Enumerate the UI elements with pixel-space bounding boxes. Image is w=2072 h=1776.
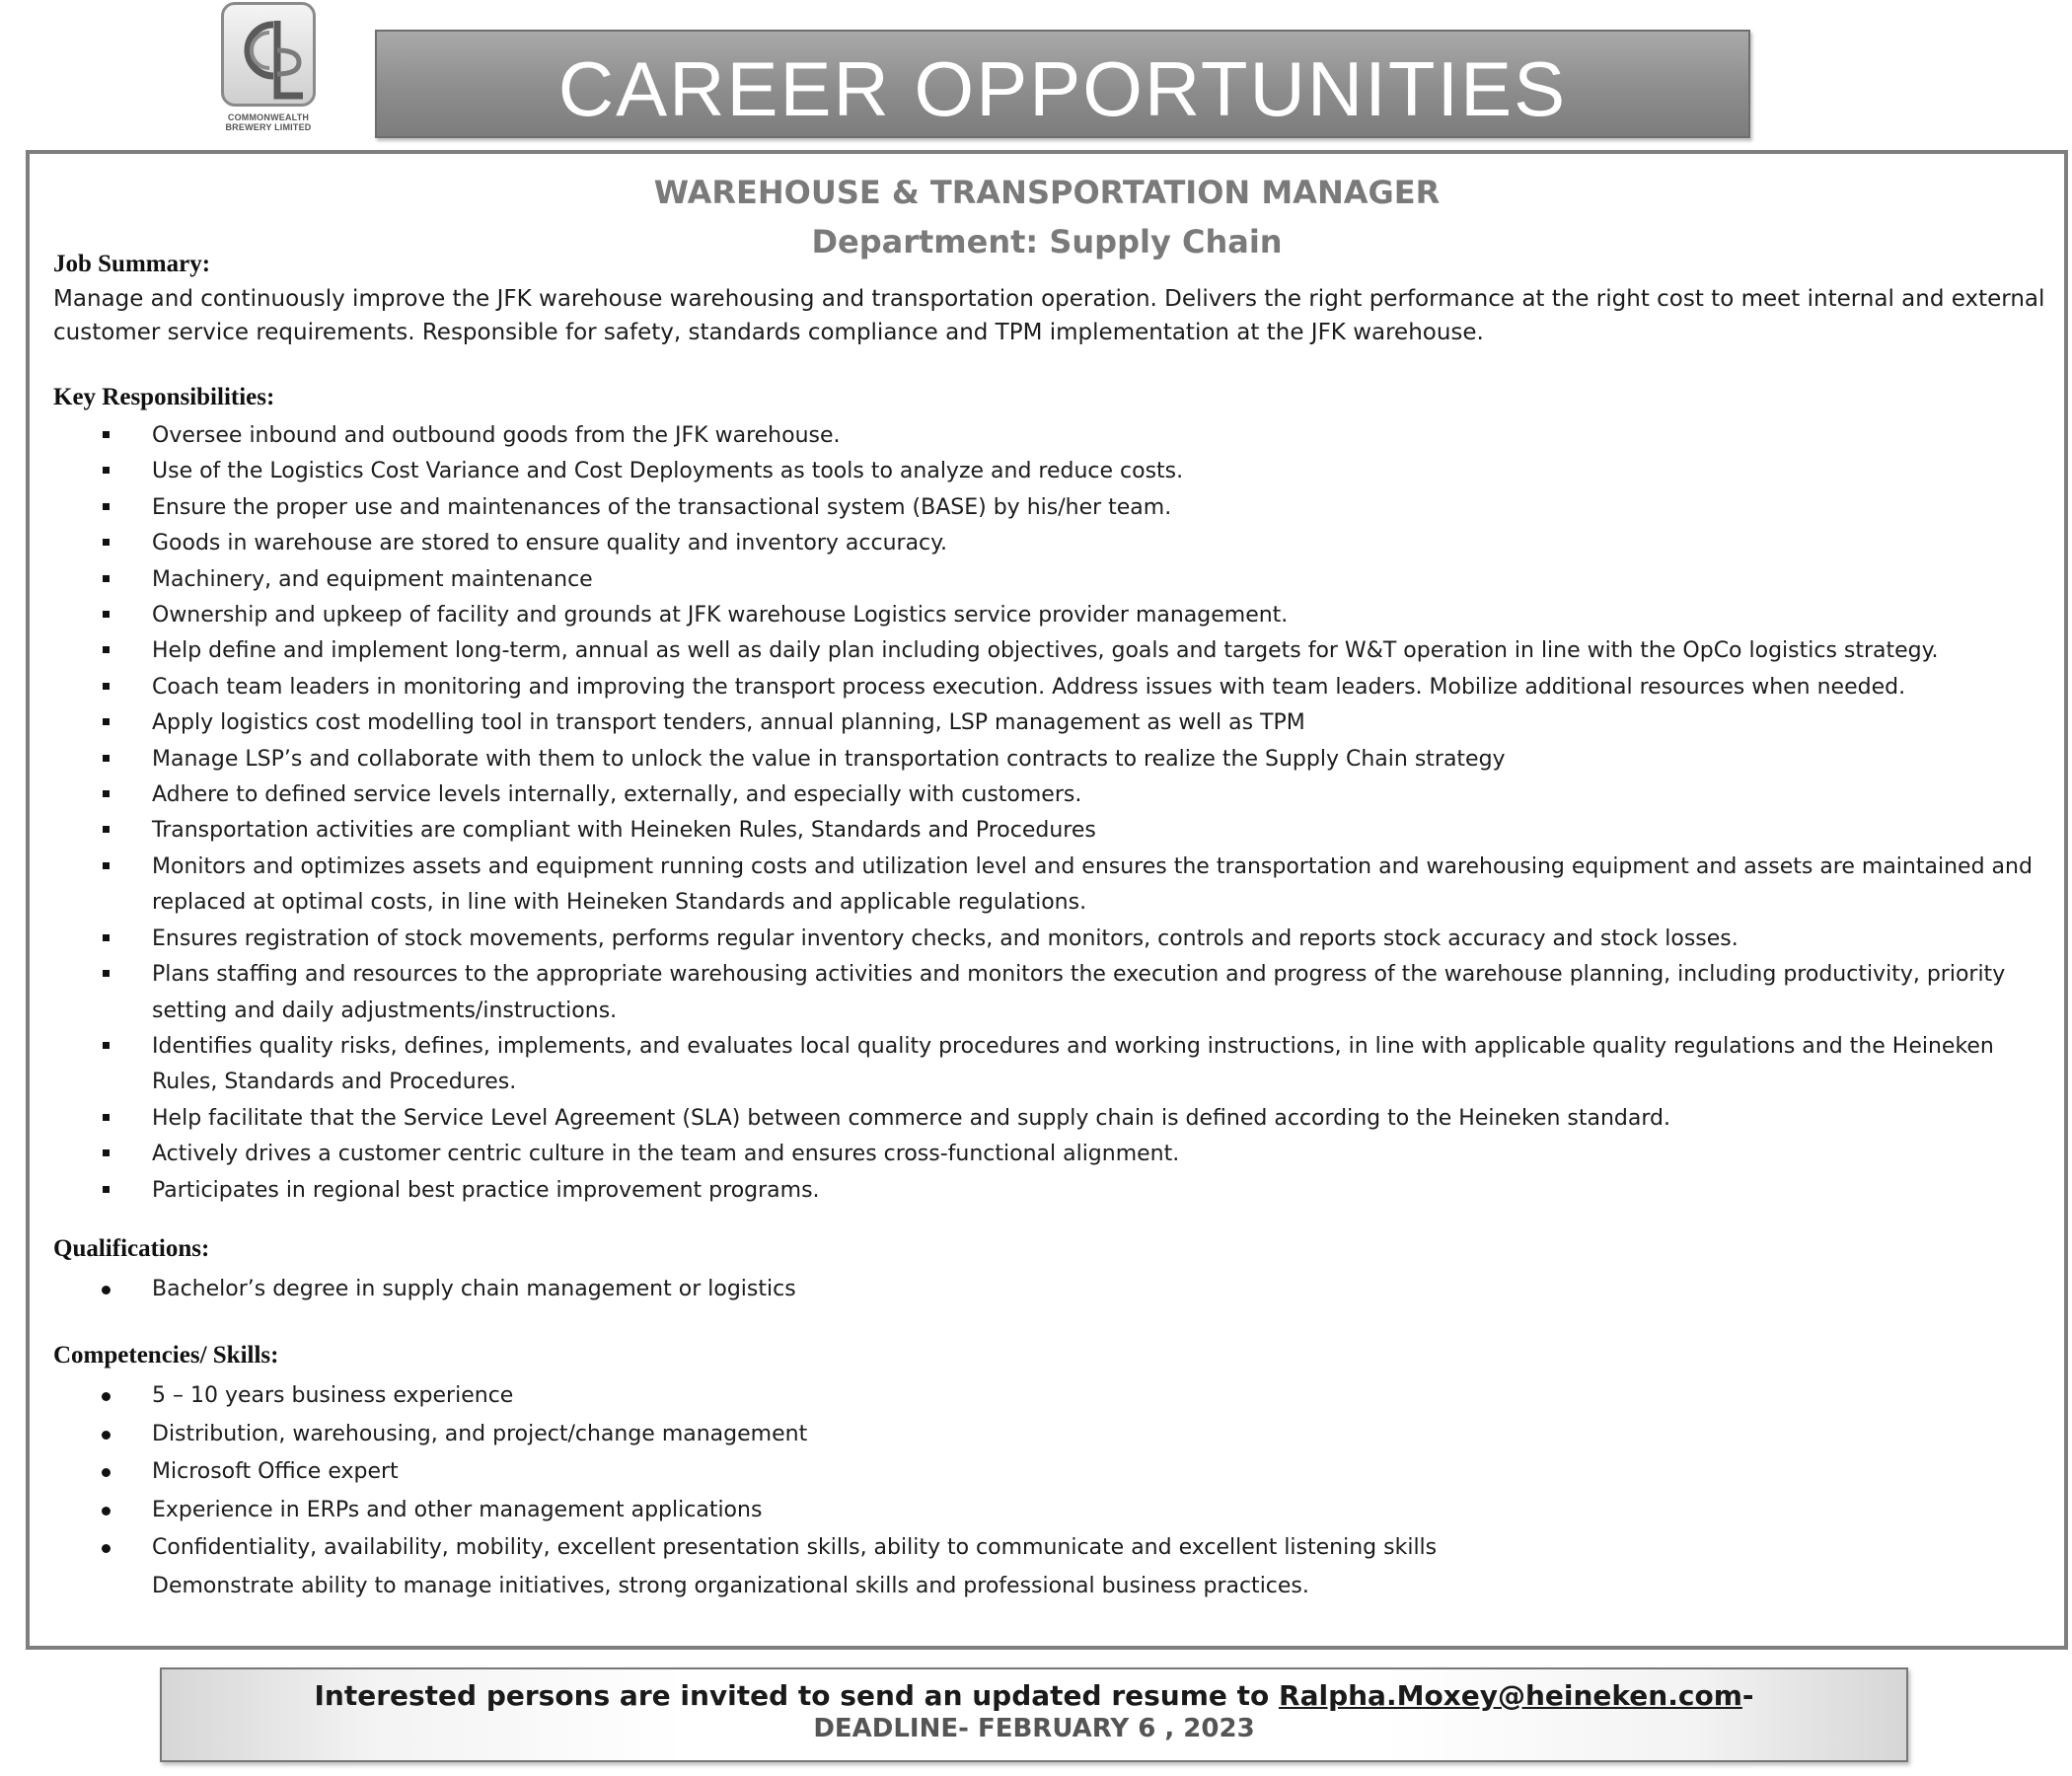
- responsibility-item: Use of the Logistics Cost Variance and Cost Deployments as tools to analyze and reduce costs.: [30, 454, 2056, 489]
- logo-text: COMMONWEALTH BREWERY LIMITED: [225, 112, 312, 132]
- career-opportunities-banner: [375, 30, 1750, 138]
- key-responsibilities-heading: Key Responsibilities:: [53, 384, 275, 410]
- banner-title: CAREER OPPORTUNITIES: [557, 44, 1568, 132]
- invite-line: [162, 1679, 1906, 1712]
- qualifications-heading: Qualifications:: [53, 1235, 210, 1262]
- responsibility-item: Transportation activities are compliant with Heineken Rules, Standards and Procedures: [30, 813, 2056, 849]
- responsibilities-list: [30, 418, 2062, 1209]
- qualifications-list: [30, 1271, 2062, 1309]
- email-suffix: -: [1741, 1679, 1754, 1712]
- responsibility-item: Plans staffing and resources to the appropriate warehousing activities and monitors the execution and progress of the warehouse planning, including productivity, priority setting and daily adjustments/instructions.: [30, 957, 2056, 1029]
- job-summary-text: Manage and continuously improve the JFK warehouse warehousing and transportation operation. Delivers the right performance at the right cost to meet internal and external customer service requirements. Responsible for safety, standards compliance and TPM implementation at the JFK warehouse.: [53, 286, 2045, 345]
- competencies-list: [30, 1377, 2062, 1605]
- responsibility-item: Ensures registration of stock movements, performs regular inventory checks, and monitors, controls and reports stock accuracy and stock losses.: [30, 922, 2056, 957]
- competency-item: Distribution, warehousing, and project/change management: [30, 1416, 2056, 1454]
- responsibility-item: Oversee inbound and outbound goods from the JFK warehouse.: [30, 418, 2056, 454]
- responsibility-item: Manage LSP’s and collaborate with them to unlock the value in transportation contracts to realize the Supply Chain strategy: [30, 742, 2056, 777]
- responsibility-item: Adhere to defined service levels internally, externally, and especially with customers.: [30, 777, 2056, 813]
- responsibility-item: Machinery, and equipment maintenance: [30, 562, 2056, 598]
- department-title: Department: Supply Chain: [811, 223, 1283, 260]
- logo-monogram-icon: [230, 11, 313, 104]
- job-posting-box: [26, 150, 2068, 1650]
- competency-item: Microsoft Office expert: [30, 1453, 2056, 1492]
- email-link[interactable]: Ralpha.Moxey@heineken.com: [1279, 1679, 1742, 1712]
- competency-continuation: Demonstrate ability to manage initiatives, strong organizational skills and professional business practices.: [152, 1573, 1309, 1598]
- responsibility-item: Monitors and optimizes assets and equipment running costs and utilization level and ensures the transportation and warehousing equipment and assets are maintained and replaced at optimal costs, in line with Heineken Standards and applicable regulations.: [30, 850, 2056, 922]
- company-logo: [219, 2, 318, 146]
- deadline-text: DEADLINE- FEBRUARY 6 , 2023: [813, 1714, 1255, 1743]
- responsibility-item: Apply logistics cost modelling tool in transport tenders, annual planning, LSP management as well as TPM: [30, 705, 2056, 741]
- responsibility-item: Ensure the proper use and maintenances of the transactional system (BASE) by his/her team.: [30, 490, 2056, 526]
- responsibility-item: Identifies quality risks, defines, implements, and evaluates local quality procedures and working instructions, in line with applicable quality regulations and the Heineken Rules, Standards and Procedures.: [30, 1029, 2056, 1101]
- job-summary-heading: Job Summary:: [53, 251, 211, 277]
- qualification-item: Bachelor’s degree in supply chain management or logistics: [30, 1271, 2056, 1309]
- invite-text: Interested persons are invited to send an updated resume to: [314, 1679, 1270, 1712]
- responsibility-item: Ownership and upkeep of facility and grounds at JFK warehouse Logistics service provider management.: [30, 598, 2056, 633]
- responsibility-item: Actively drives a customer centric culture in the team and ensures cross-functional alignment.: [30, 1137, 2056, 1172]
- job-title: WAREHOUSE & TRANSPORTATION MANAGER: [653, 174, 1441, 211]
- competency-item: Experience in ERPs and other management applications: [30, 1492, 2056, 1530]
- competency-item-text: Confidentiality, availability, mobility, excellent presentation skills, ability to communicate and excellent listening skills: [152, 1535, 1438, 1560]
- responsibility-item: Help define and implement long-term, annual as well as daily plan including objectives, goals and targets for W&T operation in line with the OpCo logistics strategy.: [30, 633, 2056, 669]
- competency-item: 5 – 10 years business experience: [30, 1377, 2056, 1416]
- competency-item: [30, 1529, 2056, 1605]
- competencies-heading: Competencies/ Skills:: [53, 1342, 279, 1369]
- responsibility-item: Coach team leaders in monitoring and improving the transport process execution. Address issues with team leaders. Mobilize additional resources when needed.: [30, 670, 2056, 705]
- responsibility-item: Goods in warehouse are stored to ensure quality and inventory accuracy.: [30, 526, 2056, 561]
- application-footer: [160, 1667, 1908, 1762]
- responsibility-item: Help facilitate that the Service Level Agreement (SLA) between commerce and supply chain is defined according to the Heineken standard.: [30, 1101, 2056, 1137]
- responsibility-item: Participates in regional best practice improvement programs.: [30, 1173, 2056, 1209]
- logo-badge: [221, 2, 316, 107]
